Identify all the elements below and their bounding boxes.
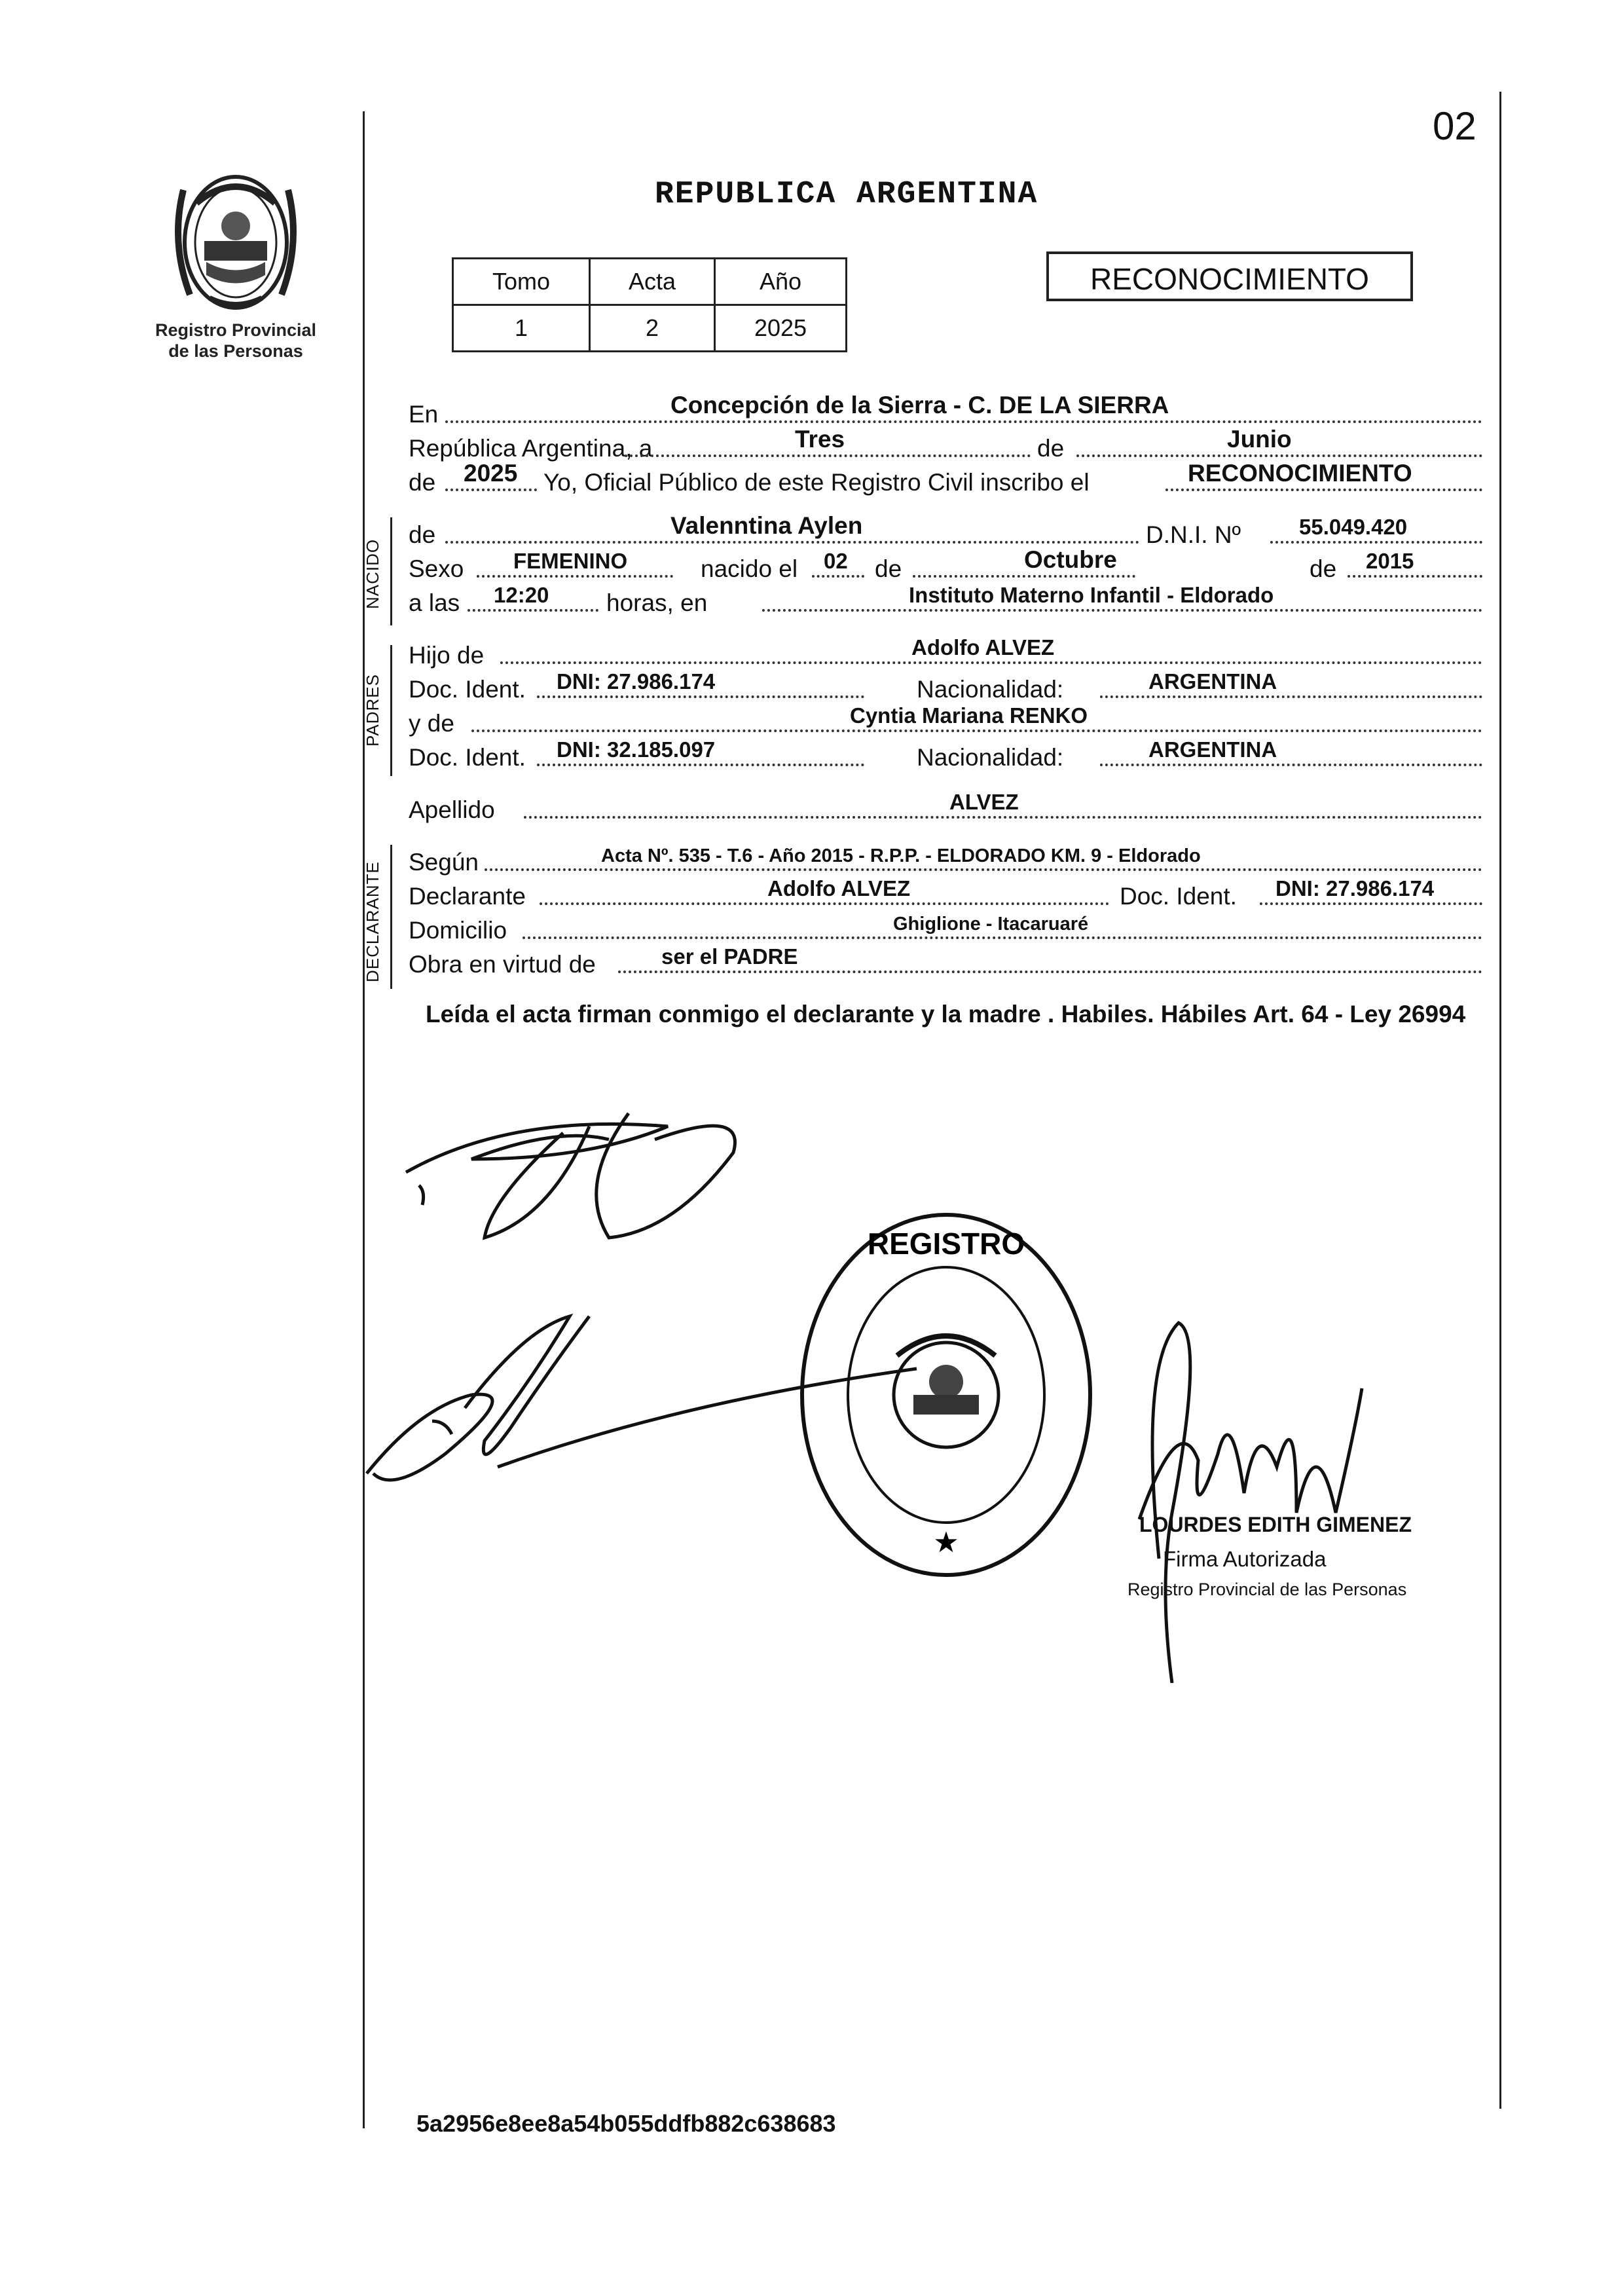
logo-caption: Registro Provincial de las Personas (155, 320, 317, 361)
closing-statement: Leída el acta firman conmigo el declarante y la madre . Habiles. Hábiles Art. 64 - Ley 26994 (426, 1001, 1466, 1028)
row-mother (409, 701, 1482, 737)
registry-seal-icon (792, 1205, 1100, 1585)
value-anio: 2025 (715, 305, 847, 352)
act-type-box: RECONOCIMIENTO (1046, 251, 1413, 301)
svg-text:★: ★ (933, 1527, 959, 1559)
de2-label: de (409, 469, 436, 496)
de-label: de (409, 521, 436, 548)
father-doc: DNI: 27.986.174 (557, 669, 716, 694)
row-domicilio (409, 908, 1482, 944)
nacionalidad-label-2: Nacionalidad: (917, 744, 1064, 771)
row-mother-doc (409, 735, 1482, 771)
row-segun (409, 840, 1482, 876)
inscribo-value: RECONOCIMIENTO (1188, 460, 1412, 487)
right-margin-line (1499, 92, 1501, 2109)
row-horas (409, 580, 1482, 617)
doc-label: Doc. Ident. (409, 676, 526, 703)
year-value: 2025 (464, 460, 518, 487)
yde-label: y de (409, 710, 454, 737)
document-hash: 5a2956e8ee8a54b055ddfb882c638683 (416, 2110, 836, 2137)
doc-label-3: Doc. Ident. (1120, 883, 1237, 910)
de-label: de (1037, 435, 1065, 462)
declarante-label: Declarante (409, 883, 526, 910)
declarante-doc: DNI: 27.986.174 (1275, 876, 1435, 900)
nacionalidad-label: Nacionalidad: (917, 676, 1064, 703)
de-label-2: de (875, 555, 902, 582)
day-value: Tres (795, 426, 845, 453)
republica-label: República Argentina, a (409, 435, 653, 462)
mother-name: Cyntia Mariana RENKO (850, 703, 1088, 728)
sexo-label: Sexo (409, 555, 464, 582)
nacido-side-label: NACIDO (363, 538, 382, 609)
padres-bar (390, 645, 392, 776)
row-inscribo (409, 460, 1482, 496)
row-declarante (409, 874, 1482, 910)
row-sexo (409, 546, 1482, 583)
nacido-label: nacido el (701, 555, 798, 582)
domicilio-value: Ghiglione - Itacaruaré (893, 914, 1089, 935)
nacido-bar (390, 517, 392, 625)
signatory-name: LOURDES EDITH GIMENEZ (1139, 1513, 1412, 1536)
father-name: Adolfo ALVEZ (911, 635, 1055, 659)
declarante-name: Adolfo ALVEZ (767, 876, 911, 900)
alas-label: a las (409, 589, 460, 616)
obra-label: Obra en virtud de (409, 951, 596, 978)
segun-value: Acta Nº. 535 - T.6 - Año 2015 - R.P.P. - ELDORADO KM. 9 - Eldorado (601, 845, 1201, 866)
de-label-3: de (1310, 555, 1337, 582)
row-nacido-name (409, 512, 1482, 549)
birth-day: 02 (824, 549, 848, 573)
signatory-org: Registro Provincial de las Personas (1128, 1580, 1407, 1599)
header-acta: Acta (590, 259, 715, 305)
row-father-doc (409, 667, 1482, 703)
sexo-value: FEMENINO (513, 549, 628, 573)
padres-side-label: PADRES (363, 674, 382, 747)
birth-place: Instituto Materno Infantil - Eldorado (909, 583, 1274, 607)
obra-value: ser el PADRE (661, 944, 798, 969)
doc-label-2: Doc. Ident. (409, 744, 526, 771)
document-title: REPUBLICA ARGENTINA (655, 177, 1038, 212)
father-nationality: ARGENTINA (1148, 669, 1277, 694)
domicilio-label: Domicilio (409, 917, 507, 944)
apellido-label: Apellido (409, 796, 495, 823)
en-label: En (409, 401, 439, 428)
declarante-side-label: DECLARANTE (363, 861, 382, 982)
child-dni: 55.049.420 (1299, 515, 1408, 539)
row-apellido (409, 787, 1482, 824)
official-signature (1100, 1297, 1395, 1683)
month-value: Junio (1227, 426, 1292, 453)
row-obra (409, 942, 1482, 978)
child-name: Valenntina Aylen (670, 512, 863, 539)
value-tomo: 1 (453, 305, 590, 352)
row-republica (409, 426, 1482, 462)
row-hijo (409, 633, 1482, 669)
header-anio: Año (715, 259, 847, 305)
birth-time: 12:20 (494, 583, 549, 607)
horas-label: horas, en (606, 589, 708, 616)
signatory-role: Firma Autorizada (1163, 1547, 1327, 1571)
hijo-label: Hijo de (409, 642, 485, 669)
left-margin-line (363, 111, 365, 2128)
place-value: Concepción de la Sierra - C. DE LA SIERRA (670, 392, 1169, 418)
mother-nationality: ARGENTINA (1148, 737, 1277, 762)
value-acta: 2 (590, 305, 715, 352)
segun-label: Según (409, 849, 479, 876)
record-table (452, 257, 847, 352)
declarant-signature (393, 1087, 799, 1257)
inscribo-label: Yo, Oficial Público de este Registro Civil inscribo el (543, 469, 1090, 496)
declarante-bar (390, 845, 392, 989)
dni-label: D.N.I. Nº (1146, 521, 1241, 548)
birth-year: 2015 (1366, 549, 1414, 573)
mother-doc: DNI: 32.185.097 (557, 737, 716, 762)
svg-text:REGISTRO: REGISTRO (867, 1227, 1025, 1261)
header-tomo: Tomo (453, 259, 590, 305)
row-en (409, 392, 1482, 428)
birth-month: Octubre (1024, 546, 1117, 573)
page-number: 02 (1433, 104, 1476, 148)
apellido-value: ALVEZ (949, 790, 1019, 814)
province-emblem-icon (157, 164, 314, 321)
